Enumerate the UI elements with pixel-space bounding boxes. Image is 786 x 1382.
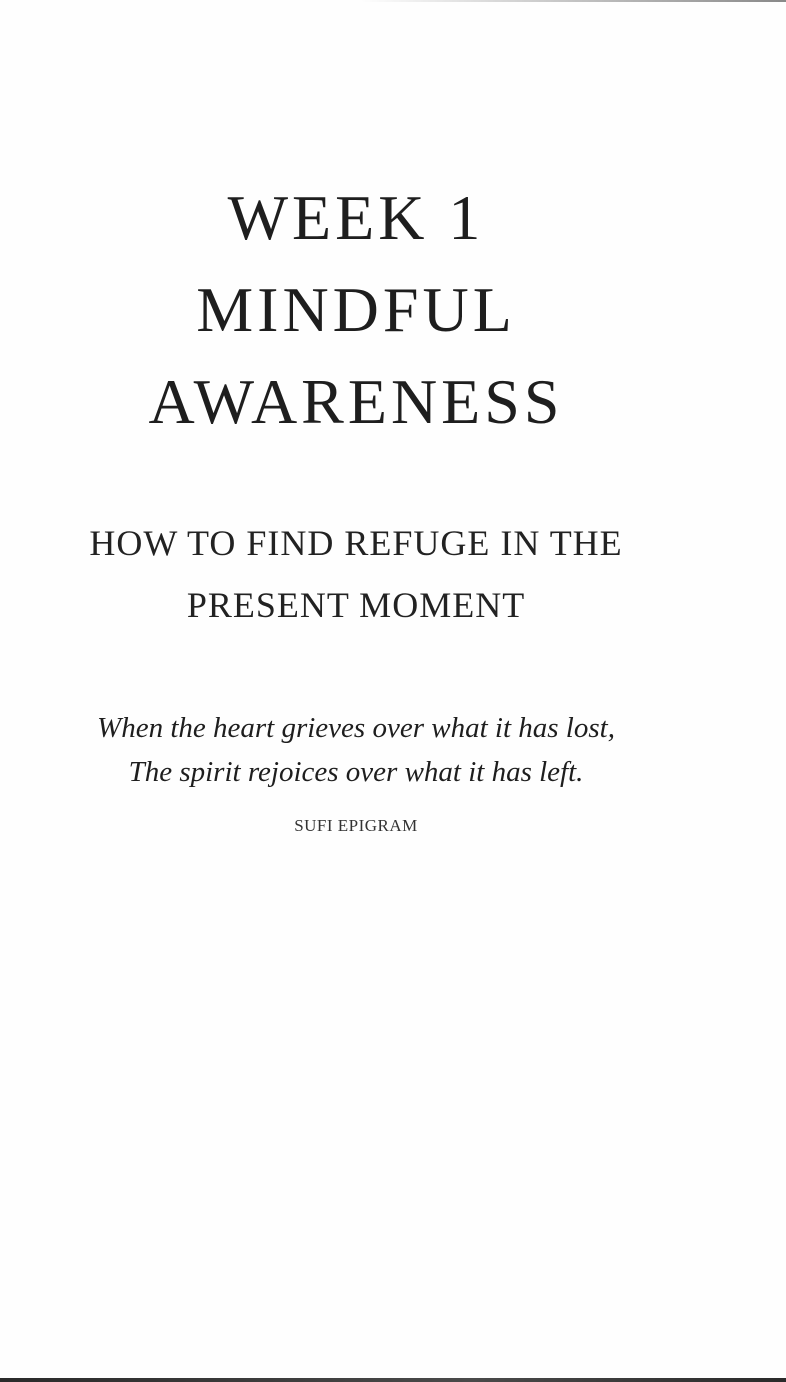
chapter-subtitle [0, 512, 786, 636]
chapter-subtitle-line-1: HOW TO FIND REFUGE IN THE [89, 523, 623, 563]
epigraph-quote [0, 706, 786, 794]
epigraph-attribution [0, 816, 786, 836]
epigraph-attribution-text: SUFI EPIGRAM [294, 816, 418, 835]
chapter-title-week: WEEK 1 [227, 182, 485, 253]
chapter-title-line-2: MINDFUL [196, 274, 516, 345]
chapter-subtitle-line-2: PRESENT MOMENT [186, 585, 526, 625]
epigraph-line-2: The spirit rejoices over what it has left. [128, 756, 584, 788]
chapter-title-line-3: AWARENESS [148, 366, 564, 437]
chapter-title [0, 172, 786, 448]
scan-edge-top [360, 0, 786, 2]
epigraph-line-1: When the heart grieves over what it has lost, [97, 712, 615, 744]
scan-edge-bottom [0, 1378, 786, 1382]
